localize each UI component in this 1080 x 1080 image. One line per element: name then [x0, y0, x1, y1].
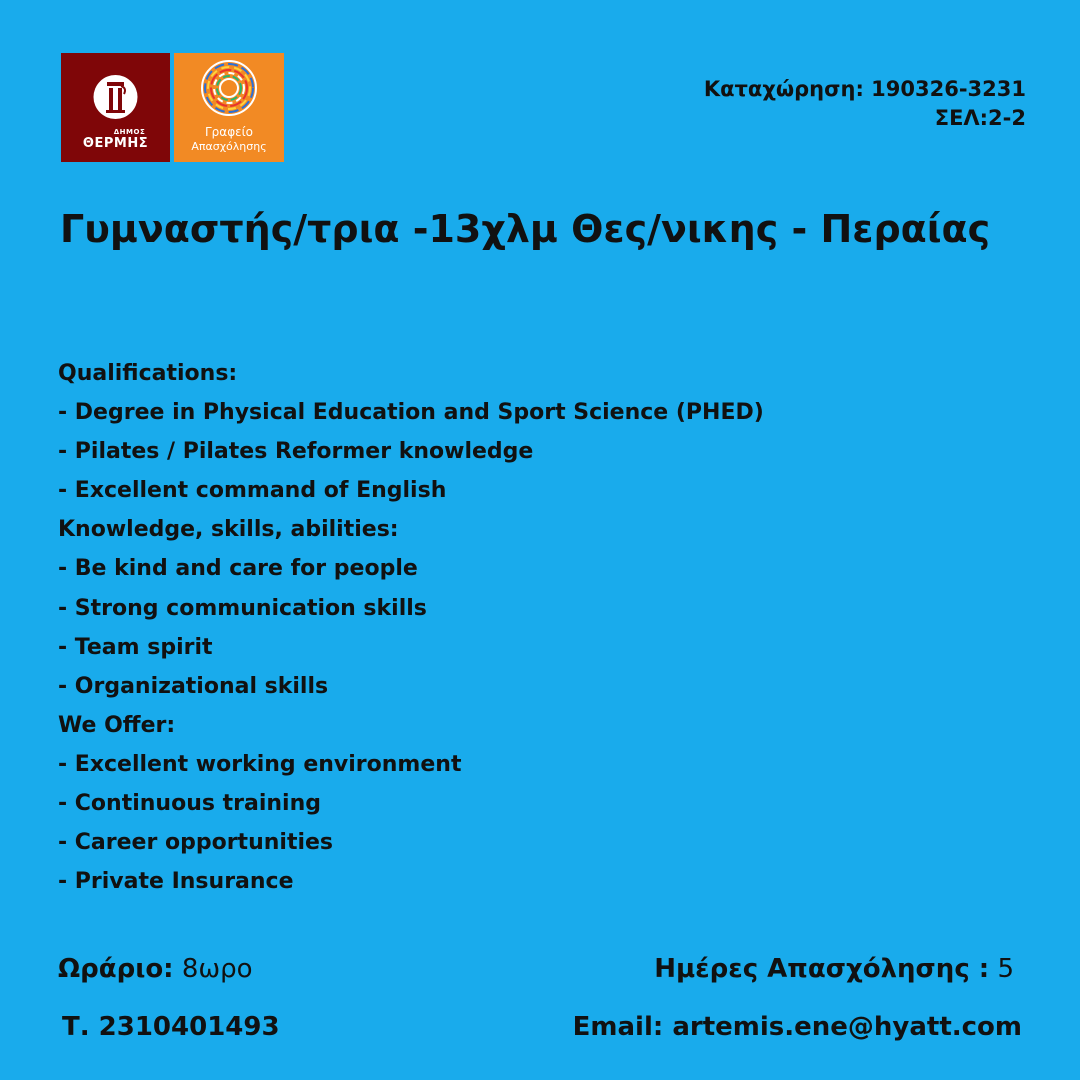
schedule-label: Ωράριο: — [58, 954, 174, 984]
list-item: - Be kind and care for people — [58, 556, 418, 582]
section-heading-qualifications: Qualifications: — [58, 361, 238, 386]
job-title: Γυμναστής/τρια -13χλμ Θες/νικης - Περαίας — [60, 207, 991, 251]
days-label: Ημέρες Απασχόλησης : — [654, 954, 990, 984]
section-heading-skills: Knowledge, skills, abilities: — [58, 517, 399, 543]
list-item: - Career opportunities — [58, 830, 334, 856]
list-item: - Organizational skills — [58, 673, 329, 699]
office-label-line2: Απασχόλησης — [191, 140, 267, 153]
municipality-label-big: ΘΕΡΜΗΣ — [82, 136, 149, 151]
office-label-line1: Γραφείο — [204, 125, 254, 139]
working-days — [654, 952, 1014, 986]
contact-phone: Τ. 2310401493 — [62, 1012, 280, 1042]
list-item: - Continuous training — [58, 791, 321, 817]
employment-office-logo — [174, 53, 284, 162]
registration-info — [704, 75, 1026, 133]
municipality-logo — [61, 53, 170, 162]
list-item: - Excellent working environment — [58, 751, 462, 777]
list-item: - Pilates / Pilates Reformer knowledge — [58, 439, 534, 465]
list-item: - Team spirit — [58, 634, 213, 660]
municipality-label-small: ΔΗΜΟΣ — [113, 128, 146, 136]
section-heading-offer: We Offer: — [58, 712, 176, 738]
list-item: - Excellent command of English — [58, 478, 447, 504]
list-item: - Strong communication skills — [58, 595, 427, 621]
page-indicator: ΣΕΛ:2-2 — [934, 106, 1026, 130]
job-description — [58, 354, 1018, 901]
list-item: - Degree in Physical Education and Sport Science (PHED) — [58, 400, 764, 426]
schedule-value: 8ωρο — [181, 954, 253, 984]
contact-email: Email: artemis.ene@hyatt.com — [572, 1012, 1022, 1042]
work-schedule — [58, 952, 253, 986]
days-value: 5 — [997, 954, 1014, 984]
list-item: - Private Insurance — [58, 869, 294, 895]
registration-number: Καταχώρηση: 190326-3231 — [703, 77, 1026, 101]
